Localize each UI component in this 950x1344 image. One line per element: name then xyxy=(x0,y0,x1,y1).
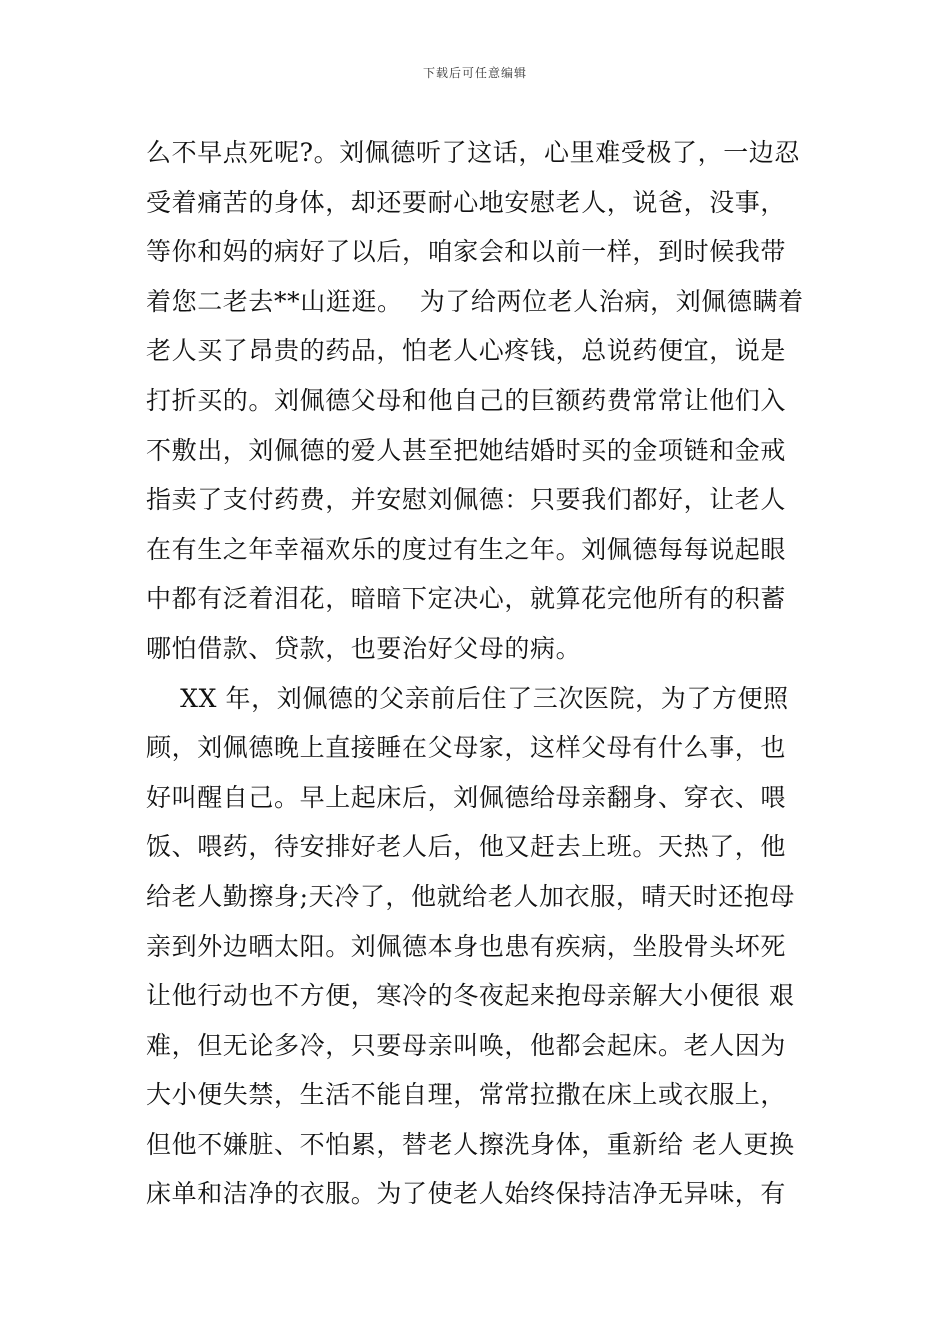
page-header: 下载后可任意编辑 xyxy=(422,66,527,80)
text-line: 指卖了支付药费，并安慰刘佩德：只要我们都好，让老人 xyxy=(146,485,787,515)
text-line: 给老人勤擦身;天冷了，他就给老人加衣服，晴天时还抱母 xyxy=(146,881,796,911)
text-line: 大小便失禁，生活不能自理，常常拉撒在床上或衣服上， xyxy=(146,1080,787,1110)
text-line: 床单和洁净的衣服。为了使老人始终保持洁净无异味，有 xyxy=(146,1179,787,1209)
text-line: 在有生之年幸福欢乐的度过有生之年。刘佩德每每说起眼 xyxy=(146,534,787,564)
text-line: XX 年，刘佩德的父亲前后住了三次医院，为了方便照 xyxy=(146,683,789,713)
text-line: 不敷出，刘佩德的爱人甚至把她结婚时买的金项链和金戒 xyxy=(146,435,787,465)
text-line: 么不早点死呢?。刘佩德听了这话，心里难受极了，一边忍 xyxy=(146,138,801,167)
document-body xyxy=(146,128,811,1219)
text-line: 打折买的。刘佩德父母和他自己的巨额药费常常让他们入 xyxy=(146,385,787,415)
text-line: 好叫醒自己。早上起床后，刘佩德给母亲翻身、穿衣、喂 xyxy=(146,782,787,812)
text-line: 顾，刘佩德晚上直接睡在父母家，这样父母有什么事，也 xyxy=(146,733,787,763)
text-line: 着您二老去**山逛逛。 为了给两位老人治病，刘佩德瞒着 xyxy=(146,286,804,316)
text-line: 哪怕借款、贷款，也要治好父母的病。 xyxy=(146,633,582,663)
text-line: 等你和妈的病好了以后，咱家会和以前一样，到时候我带 xyxy=(146,237,787,267)
text-line: 老人买了昂贵的药品，怕老人心疼钱，总说药便宜，说是 xyxy=(146,336,787,366)
text-line: 中都有泛着泪花，暗暗下定决心，就算花完他所有的积蓄 xyxy=(146,584,787,614)
text-line: 但他不嫌脏、不怕累，替老人擦洗身体，重新给 老人更换 xyxy=(146,1129,795,1159)
text-line: 亲到外边晒太阳。刘佩德本身也患有疾病，坐股骨头坏死 xyxy=(146,931,787,961)
text-line: 让他行动也不方便，寒冷的冬夜起来抱母亲解大小便很 艰 xyxy=(146,981,795,1011)
text-line: 难，但无论多冷，只要母亲叫唤，他都会起床。老人因为 xyxy=(146,1030,787,1060)
text-line: 受着痛苦的身体，却还要耐心地安慰老人，说爸，没事， xyxy=(146,187,787,217)
text-line: 饭、喂药，待安排好老人后，他又赶去上班。天热了，他 xyxy=(146,832,787,862)
